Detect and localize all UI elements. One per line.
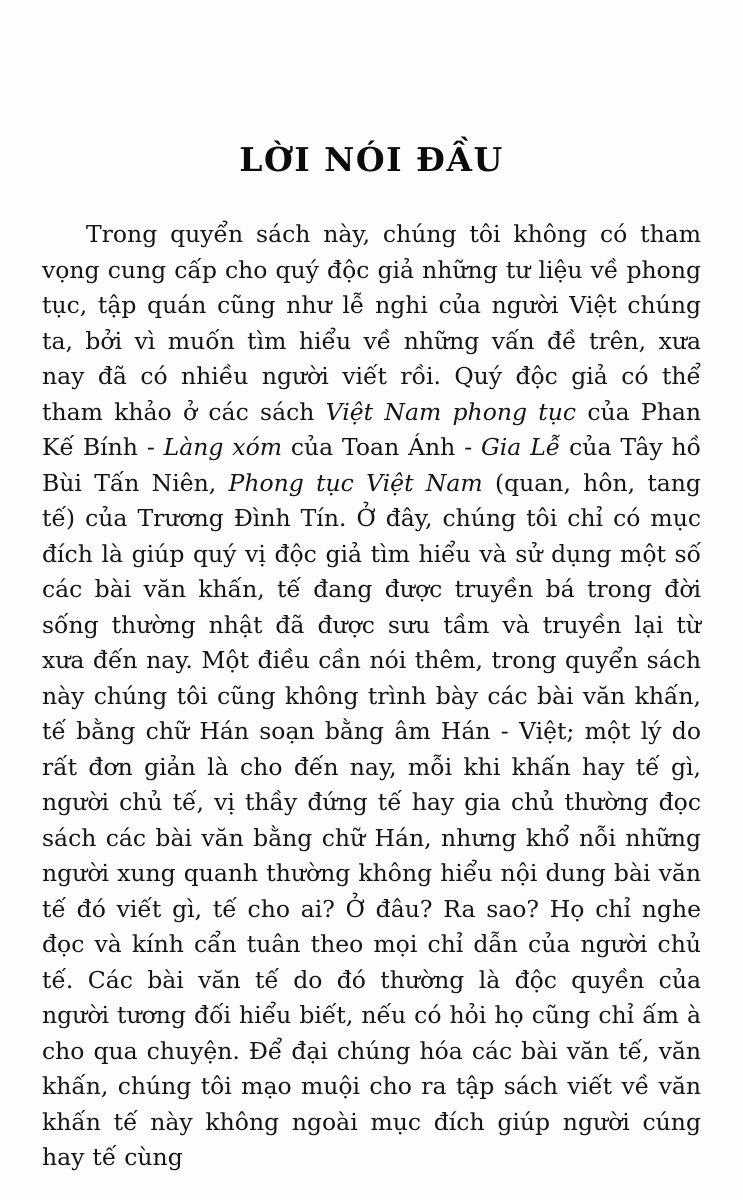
text-segment-4: của Tây hồ Bùi Tấn Niên, xyxy=(42,433,701,497)
book-title-phong-tuc-viet-nam: Phong tục Việt Nam xyxy=(228,468,483,497)
book-title-viet-nam-phong-tuc: Việt Nam phong tục xyxy=(325,397,577,426)
book-title-gia-le: Gia Lễ xyxy=(481,433,561,461)
book-title-lang-xom: Làng xóm xyxy=(163,433,282,461)
preface-text xyxy=(42,179,701,1176)
text-segment-5: (quan, hôn, tang tế) của Trương Đình Tín. Ở đây, chúng tôi chỉ có mục đích là giúp quý vị độc giả tìm hiểu và sử dụng một số các bài văn khấn, tế đang được truyền bá trong đời sống thường nhật đã được sưu tầm và truyền lại từ xưa đến nay. Một điều cần nói thêm, trong quyển sách này chúng tôi cũng không trình bày các bài văn khấn, tế bằng chữ Hán soạn bằng âm Hán - Việt; một lý do rất đơn giản là cho đến nay, mỗi khi khấn hay tế gì, người chủ tế, vị thầy đứng tế hay gia chủ thường đọc sách các bài văn bằng chữ Hán, nhưng khổ nỗi những người xung quanh thường không hiểu nội dung bài văn tế đó viết gì, tế cho ai? Ở đâu? Ra sao? Họ chỉ nghe đọc và kính cẩn tuân theo mọi chỉ dẫn của người chủ tế. Các bài văn tế do đó thường là độc quyền của người tương đối hiểu biết, nếu có hỏi họ cũng chỉ ấm à cho qua chuyện. Để đại chúng hóa các bài văn tế, văn khấn, chúng tôi mạo muội cho ra tập sách viết về văn khấn tế này không ngoài mục đích giúp người cúng hay tế cùng xyxy=(42,468,701,1171)
text-segment-2: của Phan Kế Bính - xyxy=(42,397,702,461)
page-title: LỜI NÓI ĐẦU xyxy=(239,140,504,179)
preface-paragraph xyxy=(42,179,701,1176)
text-segment-1: Trong quyển sách này, chúng tôi không có tham vọng cung cấp cho quý độc giả những tư liệu về phong tục, tập quán cũng như lễ nghi của người Việt chúng ta, bởi vì muốn tìm hiểu về những vấn đề trên, xưa nay đã có nhiều người viết rồi. Quý độc giả có thể tham khảo ở các sách xyxy=(42,220,701,426)
text-segment-3: của Toan Ánh - xyxy=(282,433,482,461)
